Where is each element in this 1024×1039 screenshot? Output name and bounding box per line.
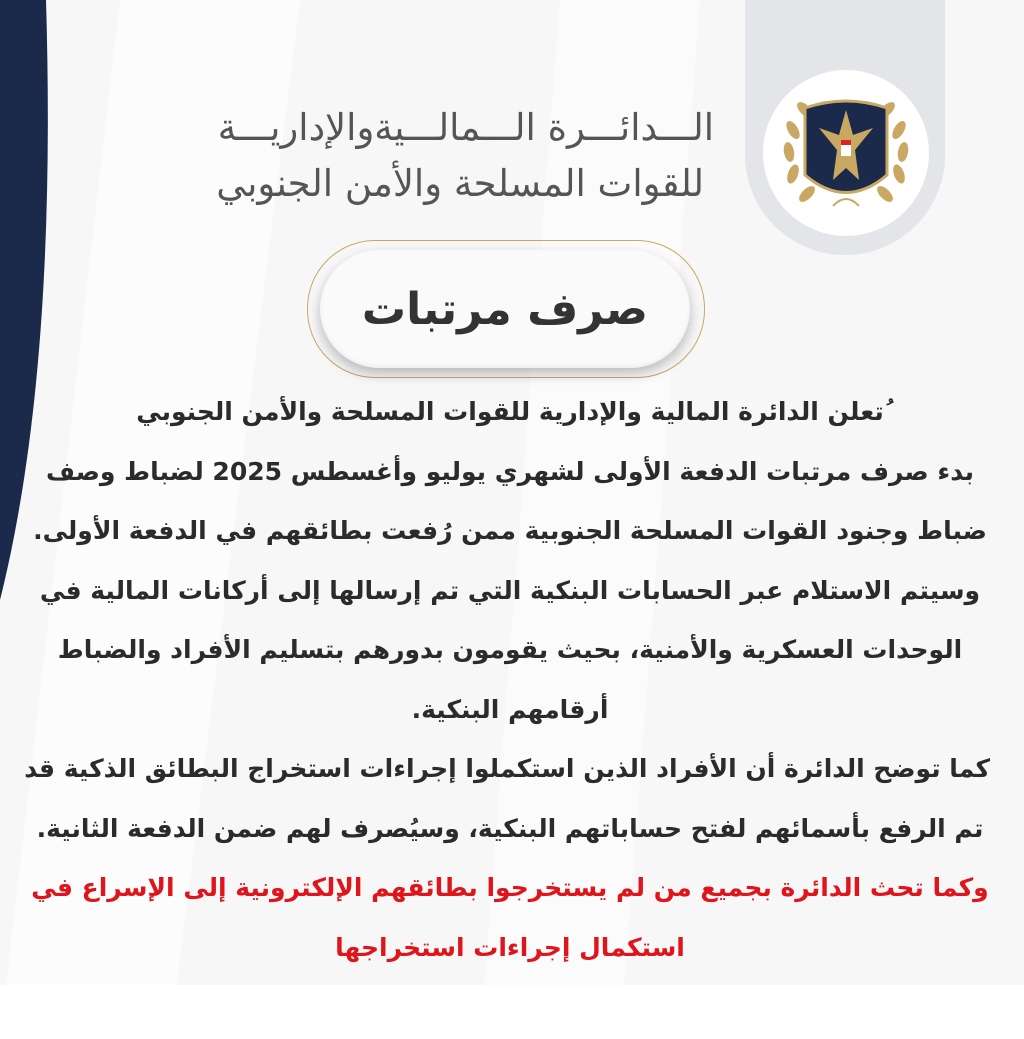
announcement-body (24, 382, 990, 977)
footer-strip (0, 985, 1024, 1039)
highlight-line: وكما تحث الدائرة بجميع من لم يستخرجوا بطائقهم الإلكترونية إلى الإسراع في (31, 873, 989, 902)
armed-forces-emblem-icon (775, 80, 917, 222)
body-line: ضباط وجنود القوات المسلحة الجنوبية ممن رُفعت بطائقهم في الدفعة الأولى. (33, 516, 987, 545)
title-pill (320, 250, 690, 368)
highlight-line: استكمال إجراءات استخراجها (335, 932, 685, 962)
body-line: بدء صرف مرتبات الدفعة الأولى لشهري يوليو وأغسطس 2025 لضباط وصف (45, 456, 975, 486)
department-header (194, 100, 714, 212)
body-line: كما توضح الدائرة أن الأفراد الذين استكملوا إجراءات استخراج البطائق الذكية قد (24, 754, 990, 783)
body-line: الوحدات العسكرية والأمنية، بحيث يقومون بدورهم بتسليم الأفراد والضباط (57, 635, 963, 664)
body-line: ُتعلن الدائرة المالية والإدارية للقوات المسلحة والأمن الجنوبي (136, 397, 884, 426)
body-line: تم الرفع بأسمائهم لفتح حساباتهم البنكية، وسيُصرف لهم ضمن الدفعة الثانية. (36, 813, 984, 843)
header-line-1: الـــدائـــرة الـــمالـــيةوالإداريـــة (217, 106, 714, 149)
body-line: وسيتم الاستلام عبر الحسابات البنكية التي تم إرسالها إلى أركانات المالية في (39, 575, 981, 605)
body-line: أرقامهم البنكية. (411, 694, 609, 724)
announcement-title: صرف مرتبات (361, 283, 649, 335)
header-line-2: للقوات المسلحة والأمن الجنوبي (216, 162, 704, 205)
